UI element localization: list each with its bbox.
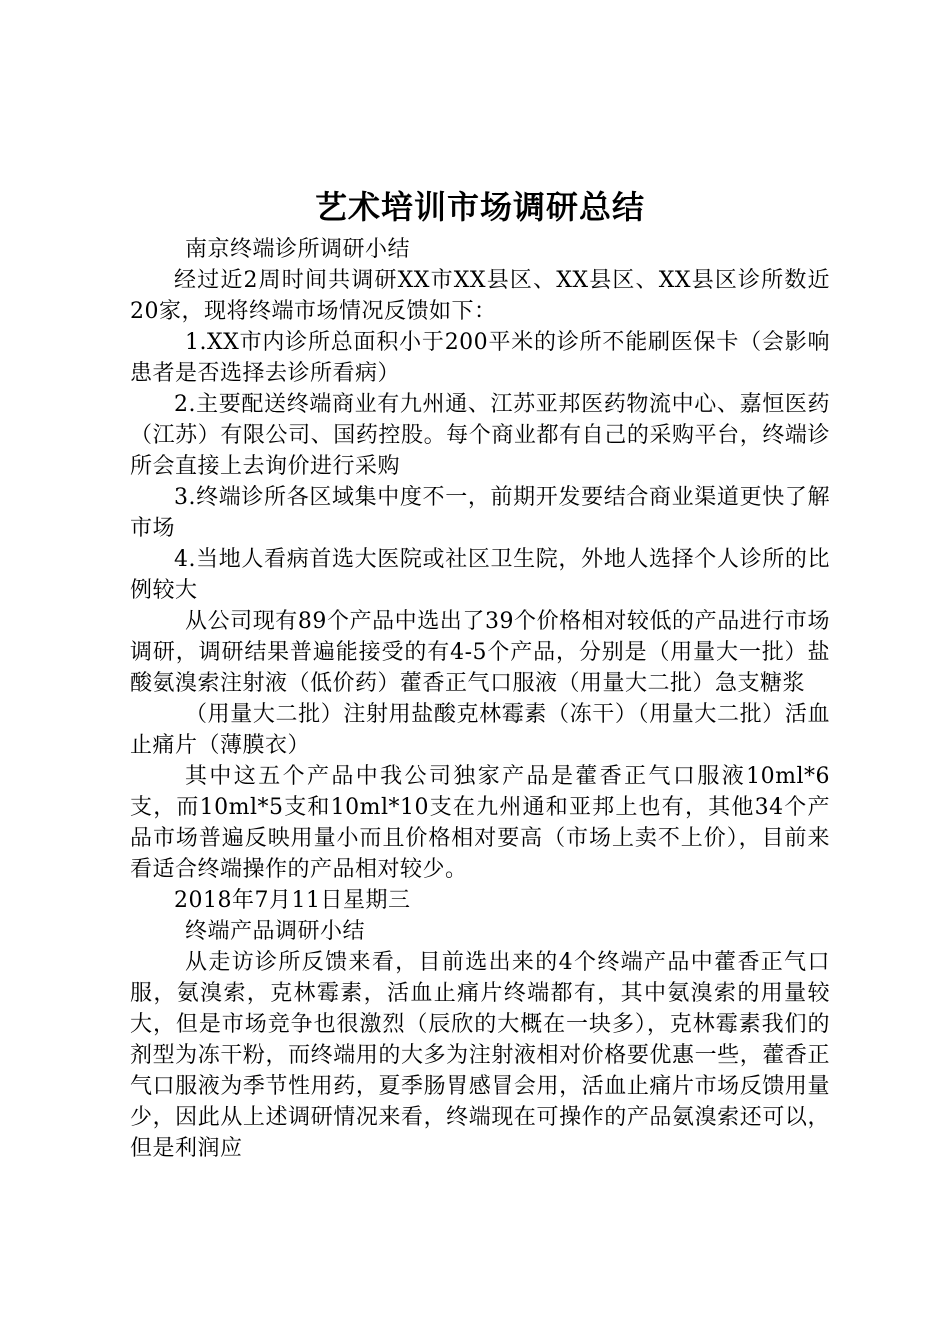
paragraph-intro: 经过近2周时间共调研XX市XX县区、XX县区、XX县区诊所数近20家，现将终端市场情况反馈如下：: [130, 268, 830, 324]
list-item-3: 3.终端诊所各区域集中度不一，前期开发要结合商业渠道更快了解市场: [130, 485, 830, 541]
document-page: [130, 180, 830, 1164]
paragraph-products: 从公司现有89个产品中选出了39个价格相对较低的产品进行市场调研，调研结果普遍能接受的有4-5个产品，分别是（用量大一批）盐酸氨溴索注射液（低价药）藿香正气口服液（用量大二批）急支糖浆: [130, 609, 830, 696]
date-line: 2018年7月11日星期三: [174, 888, 411, 913]
paragraph-products-cont: （用量大二批）注射用盐酸克林霉素（冻干）（用量大二批）活血止痛片（薄膜衣）: [130, 702, 830, 758]
list-item-2: 2.主要配送终端商业有九州通、江苏亚邦医药物流中心、嘉恒医药（江苏）有限公司、国药控股。每个商业都有自己的采购平台，终端诊所会直接上去询价进行采购: [130, 392, 830, 479]
section-heading-clinic: 南京终端诊所调研小结: [185, 237, 411, 262]
list-item-4: 4.当地人看病首选大医院或社区卫生院，外地人选择个人诊所的比例较大: [130, 547, 830, 603]
paragraph-exclusive: 其中这五个产品中我公司独家产品是藿香正气口服液10ml*6支，而10ml*5支和10ml*10支在九州通和亚邦上也有，其他34个产品市场普遍反映用量小而且价格相对要高（市场上卖不上价），目前来看适合终端操作的产品相对较少。: [130, 764, 830, 882]
paragraph-feedback: 从走访诊所反馈来看，目前选出来的4个终端产品中藿香正气口服，氨溴索，克林霉素，活血止痛片终端都有，其中氨溴索的用量较大，但是市场竞争也很激烈（辰欣的大概在一块多），克林霉素我们的剂型为冻干粉，而终端用的大多为注射液相对价格要优惠一些，藿香正气口服液为季节性用药，夏季肠胃感冒会用，活血止痛片市场反馈用量少，因此从上述调研情况来看，终端现在可操作的产品氨溴索还可以，但是利润应: [130, 950, 830, 1161]
document-title: 艺术培训市场调研总结: [314, 188, 645, 226]
list-item-1: 1.XX市内诊所总面积小于200平米的诊所不能刷医保卡（会影响患者是否选择去诊所看病）: [130, 330, 830, 386]
section-heading-products: 终端产品调研小结: [185, 919, 366, 944]
